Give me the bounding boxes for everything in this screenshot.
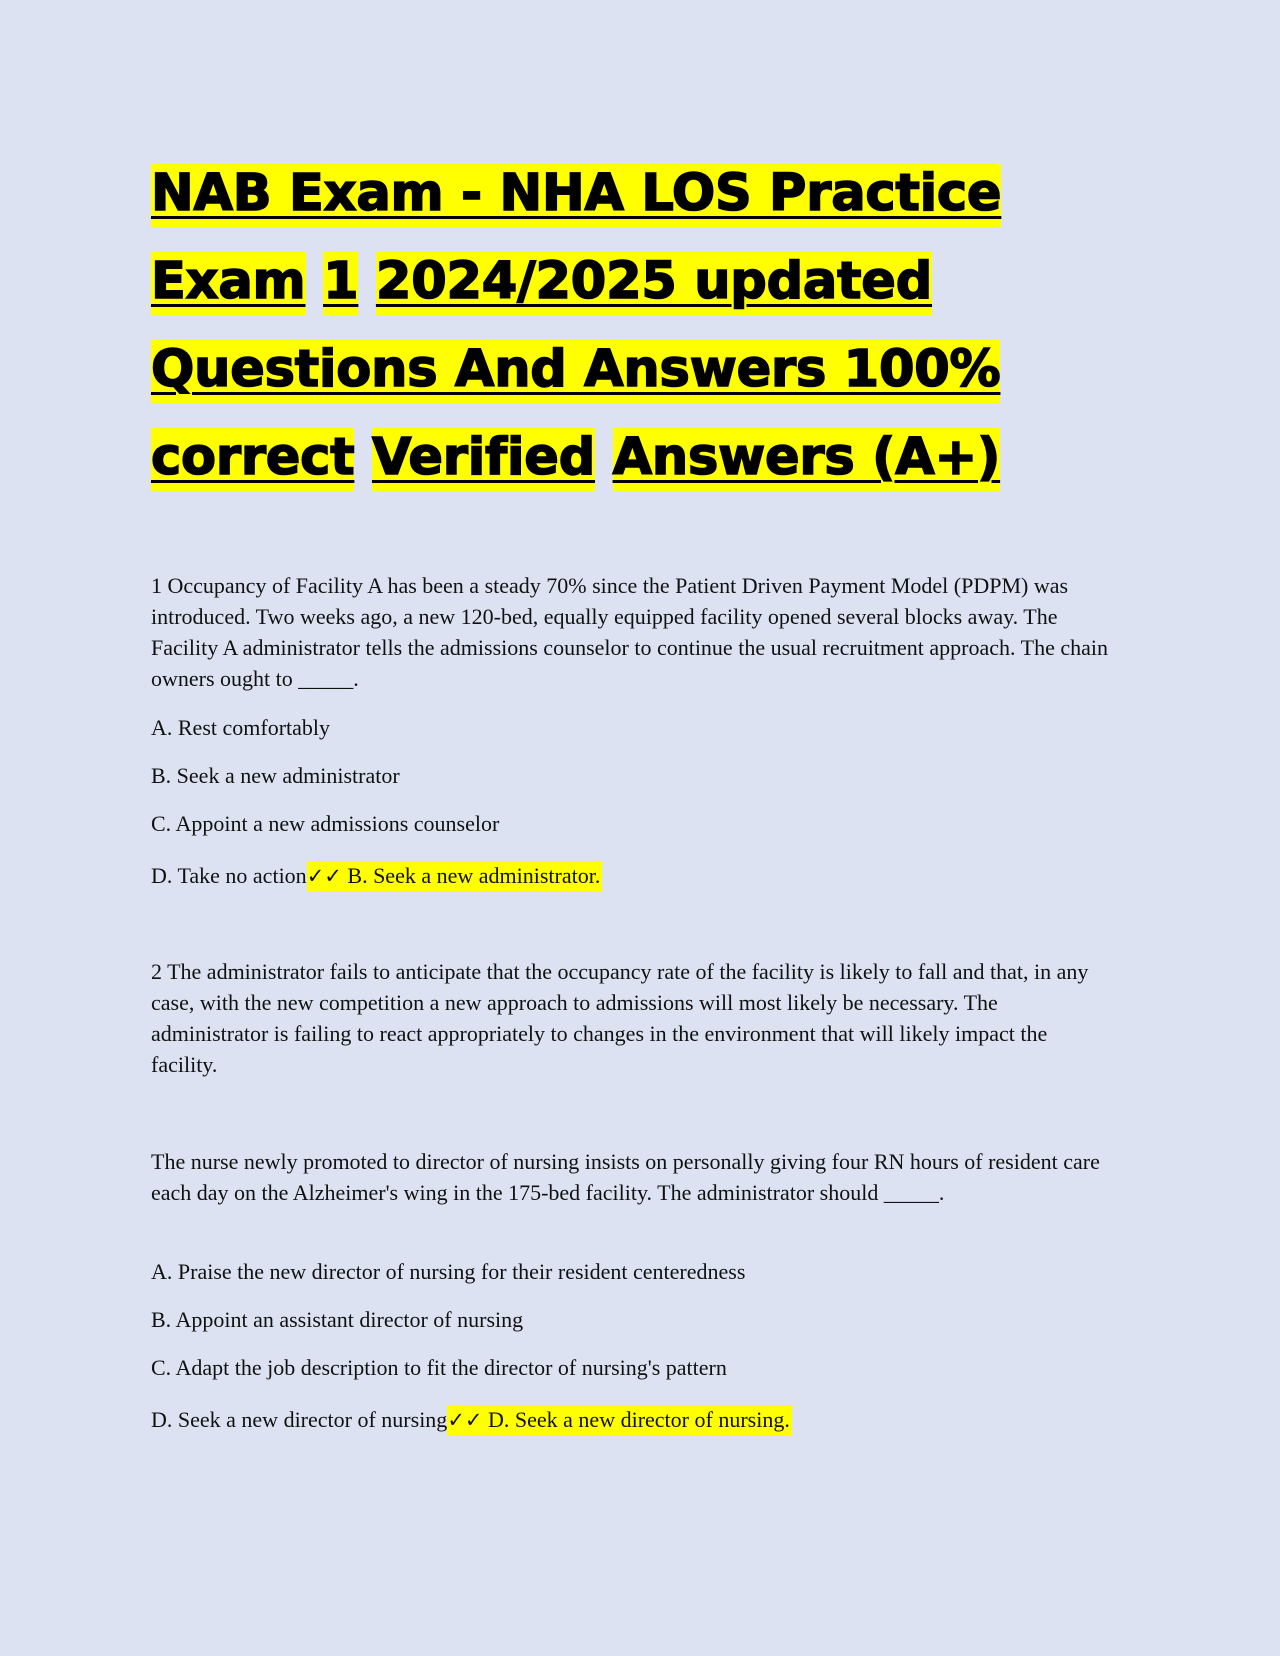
explanation-2 [151,956,1111,1080]
question-1-option-d: D. Take no action [151,863,307,888]
question-3-answer-text: D. Seek a new director of nursing. [482,1407,790,1432]
title-segment: Verified [372,428,595,491]
question-1-option-c: C. Appoint a new admissions counselor [151,811,500,836]
title-line-4 [151,414,1141,502]
question-3-option-d: D. Seek a new director of nursing [151,1407,448,1432]
title-segment: 1 [323,252,358,315]
question-1-text: 1 Occupancy of Facility A has been a steady 70% since the Patient Driven Payment Model (PDPM) was introduced. Two weeks ago, a new 120-bed, equally equipped facility opened several blocks away. The Facility A administrator tells the admissions counselor to continue the usual recruitment approach. The chain owners ought to _____. [151,573,1108,691]
question-3-answer [447,1405,792,1436]
question-1-answer [307,861,603,892]
title-segment: NAB Exam - NHA LOS Practice [151,164,1001,227]
question-1-answer-text: B. Seek a new administrator. [341,863,601,888]
question-1-option-d-row [151,860,602,892]
title-segment: 2024/2025 updated [376,252,932,315]
question-1 [151,570,1111,694]
title-segment: Exam [151,252,306,315]
double-check-icon: ✓✓ [306,864,342,888]
question-1-option-b: B. Seek a new administrator [151,763,400,788]
question-3-option-d-row [151,1404,792,1436]
question-3-option-b: B. Appoint an assistant director of nursing [151,1307,524,1332]
title-line-1 [151,150,1141,238]
title-line-2 [151,238,1141,326]
double-check-icon: ✓✓ [447,1408,483,1432]
question-3 [151,1146,1111,1208]
title-line-3 [151,326,1141,414]
question-3-option-a: A. Praise the new director of nursing for their resident centeredness [151,1259,746,1284]
explanation-2-text: 2 The administrator fails to anticipate that the occupancy rate of the facility is likely to fall and that, in any case, with the new competition a new approach to admissions will most likely be necessary. The administrator is failing to react appropriately to changes in the environment that will likely impact the facility. [151,959,1089,1077]
question-1-option-a: A. Rest comfortably [151,715,331,740]
title-segment: Questions And Answers 100% [151,340,1000,403]
title-segment: Answers (A+) [613,428,1001,491]
question-3-text: The nurse newly promoted to director of nursing insists on personally giving four RN hours of resident care each day on the Alzheimer's wing in the 175-bed facility. The administrator should _____. [151,1149,1100,1205]
document-title [151,150,1141,502]
question-3-option-c: C. Adapt the job description to fit the director of nursing's pattern [151,1355,727,1380]
title-segment: correct [151,428,354,491]
